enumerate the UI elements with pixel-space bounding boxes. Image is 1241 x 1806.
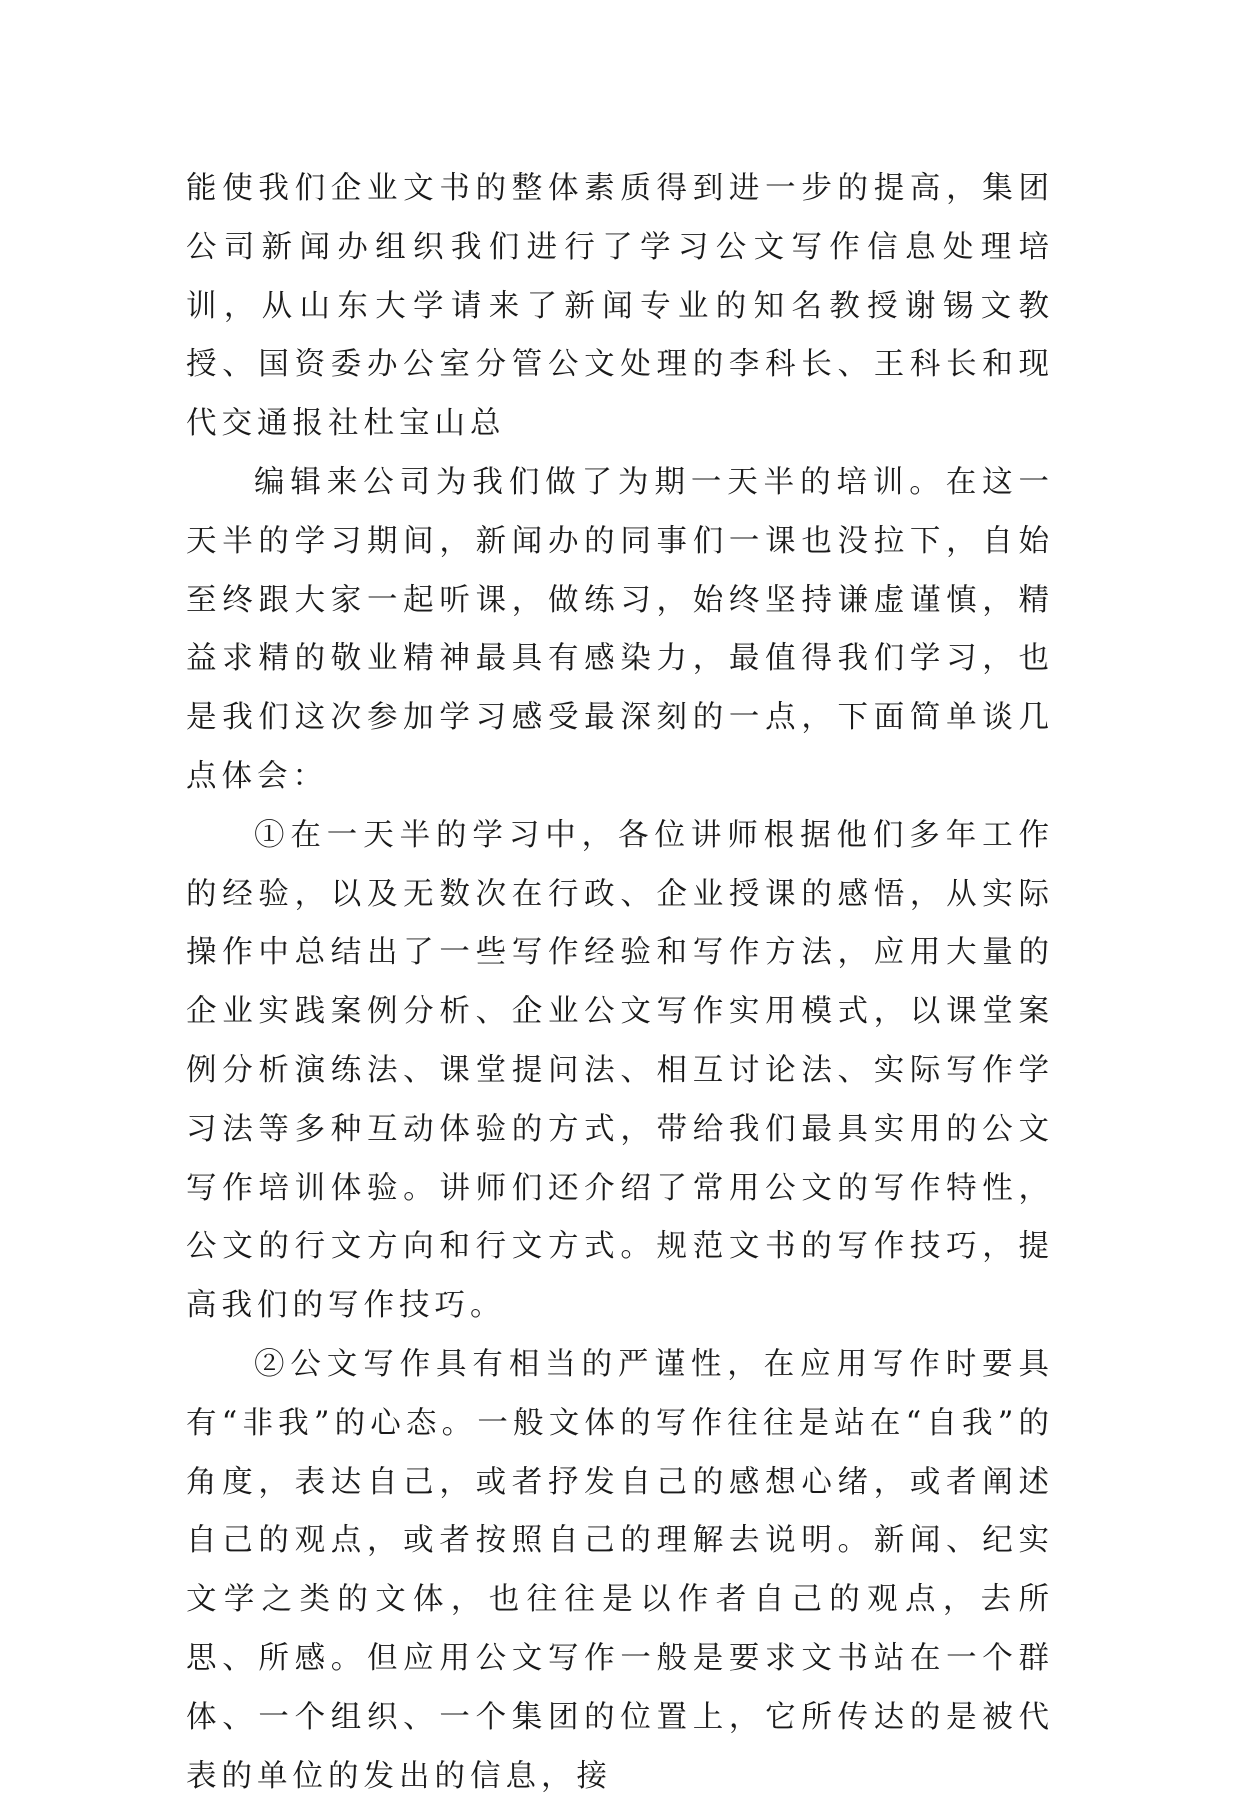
paragraph-4: ②公文写作具有相当的严谨性，在应用写作时要具有“非我”的心态。一般文体的写作往往是站在“自我”的角度，表达自己，或者抒发自己的感想心绪，或者阐述自己的观点，或者按照自己的理解去说明。新闻、纪实文学之类的文体，也往往是以作者自己的观点，去所思、所感。但应用公文写作一般是要求文书站在一个群体、一个组织、一个集团的位置上，它所传达的是被代表的单位的发出的信息，接 bbox=[186, 1346, 1054, 1794]
paragraph-1: 能使我们企业文书的整体素质得到进一步的提高，集团公司新闻办组织我们进行了学习公文写作信息处理培训，从山东大学请来了新闻专业的知名教授谢锡文教授、国资委办公室分管公文处理的李科长、王科长和现代交通报社杜宝山总 bbox=[186, 171, 1054, 442]
document-body bbox=[186, 160, 1054, 1806]
paragraph-3: ①在一天半的学习中，各位讲师根据他们多年工作的经验，以及无数次在行政、企业授课的感悟，从实际操作中总结出了一些写作经验和写作方法，应用大量的企业实践案例分析、企业公文写作实用模式，以课堂案例分析演练法、课堂提问法、相互讨论法、实际写作学习法等多种互动体验的方式，带给我们最具实用的公文写作培训体验。讲师们还介绍了常用公文的写作特性，公文的行文方向和行文方式。规范文书的写作技巧，提高我们的写作技巧。 bbox=[186, 817, 1054, 1324]
paragraph-2: 编辑来公司为我们做了为期一天半的培训。在这一天半的学习期间，新闻办的同事们一课也没拉下，自始至终跟大家一起听课，做练习，始终坚持谦虚谨慎，精益求精的敬业精神最具有感染力，最值得我们学习，也是我们这次参加学习感受最深刻的一点，下面简单谈几点体会： bbox=[186, 464, 1054, 794]
